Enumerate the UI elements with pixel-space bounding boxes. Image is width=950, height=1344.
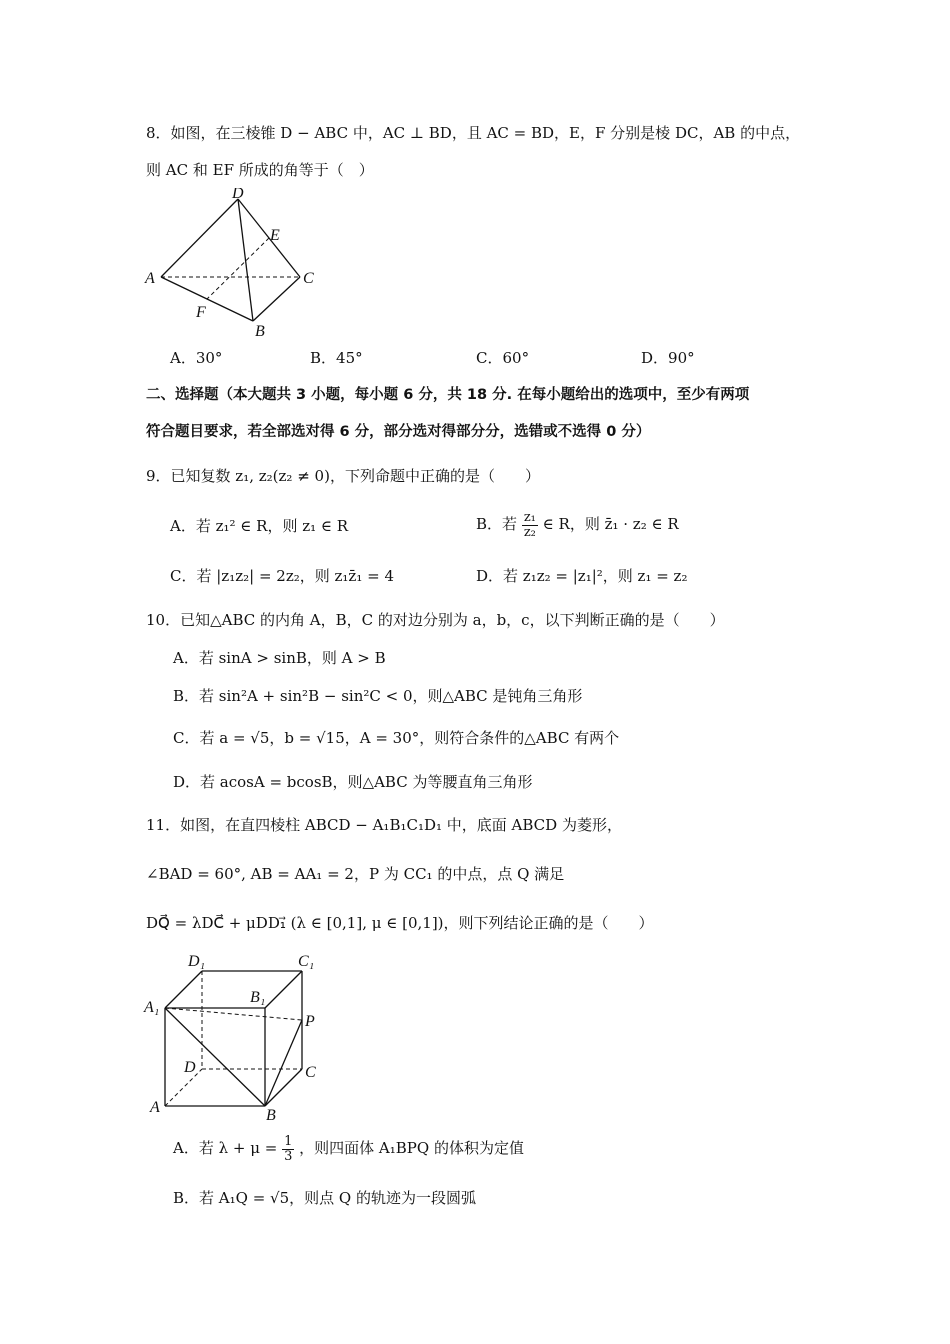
q9-option-b-prefix: B．若 [476, 515, 518, 533]
label-F: F [196, 304, 206, 321]
q9-stem: 9．已知复数 z₁, z₂(z₂ ≠ 0)，下列命题中正确的是（ ） [146, 467, 540, 485]
q10-option-d: D．若 acosA = bcosB，则△ABC 为等腰直角三角形 [173, 773, 533, 791]
q9-option-b-denominator: z₂ [523, 524, 536, 540]
label-D1: D₁ [188, 953, 206, 970]
q9-option-b-suffix: ∈ R，则 z̄₁ · z₂ ∈ R [542, 515, 679, 533]
q11-option-a [173, 1126, 524, 1170]
q9-option-c: C．若 |z₁z₂| = 2z₂，则 z₁z̄₁ = 4 [170, 567, 394, 585]
q8-stem-line2: 则 AC 和 EF 所成的角等于（ ） [146, 161, 374, 179]
q8-stem-line1: 8．如图，在三棱锥 D − ABC 中，AC ⊥ BD，且 AC = BD，E，F 分别是棱 DC，AB 的中点， [146, 124, 801, 142]
q9-option-b [476, 502, 679, 546]
q11-option-a-numerator: 1 [284, 1133, 293, 1149]
q8-option-d: D．90° [641, 349, 695, 367]
edge-BC [253, 277, 300, 321]
q10-option-b: B．若 sin²A + sin²B − sin²C < 0，则△ABC 是钝角三角形 [173, 687, 583, 705]
label-A: A [150, 1099, 160, 1116]
q11-option-a-suffix: ，则四面体 A₁BPQ 的体积为定值 [299, 1139, 524, 1157]
q9-option-d: D．若 z₁z₂ = |z₁|²，则 z₁ = z₂ [476, 567, 688, 585]
prism-figure [140, 950, 340, 1122]
label-C1: C₁ [298, 953, 315, 970]
q10-option-c: C．若 a = √5，b = √15，A = 30°，则符合条件的△ABC 有两个 [173, 729, 620, 747]
label-B1: B₁ [250, 989, 266, 1006]
label-B: B [255, 323, 265, 340]
edge-DA [161, 199, 238, 277]
label-C: C [303, 270, 314, 287]
q11-stem-line2: ∠BAD = 60°, AB = AA₁ = 2，P 为 CC₁ 的中点，点 Q 满足 [146, 865, 565, 883]
tetrahedron-figure [140, 188, 330, 340]
label-A: A [145, 270, 155, 287]
q10-stem: 10．已知△ABC 的内角 A，B，C 的对边分别为 a，b，c，以下判断正确的是（ ） [146, 611, 725, 629]
label-D: D [232, 188, 244, 202]
q8-option-c: C．60° [476, 349, 530, 367]
label-C: C [305, 1064, 316, 1081]
q11-option-a-denominator: 3 [284, 1148, 293, 1164]
q11-option-a-fraction [282, 1135, 294, 1164]
label-A1: A₁ [144, 999, 160, 1016]
edge-DB [238, 199, 253, 321]
q8-option-a: A．30° [170, 349, 223, 367]
q11-option-b: B．若 A₁Q = √5，则点 Q 的轨迹为一段圆弧 [173, 1189, 476, 1207]
q11-stem-line1: 11．如图，在直四棱柱 ABCD − A₁B₁C₁D₁ 中，底面 ABCD 为菱形， [146, 816, 622, 834]
section2-heading-line1: 二、选择题（本大题共 3 小题，每小题 6 分，共 18 分. 在每小题给出的选项中，至少有两项 [146, 387, 750, 403]
label-P: P [305, 1013, 315, 1030]
q8-option-b: B．45° [310, 349, 363, 367]
q11-option-a-prefix: A．若 λ + μ = [173, 1139, 278, 1157]
q9-option-a: A．若 z₁² ∈ R，则 z₁ ∈ R [170, 517, 349, 535]
segment-EF-hidden [207, 238, 269, 299]
section2-heading-line2: 符合题目要求，若全部选对得 6 分，部分选对得部分分，选错或不选得 0 分） [146, 424, 651, 440]
q10-option-a: A．若 sinA > sinB，则 A > B [173, 649, 386, 667]
label-E: E [270, 227, 280, 244]
q9-option-b-fraction [522, 511, 538, 540]
label-D: D [184, 1059, 196, 1076]
label-B: B [266, 1107, 276, 1122]
q9-option-b-numerator: z₁ [523, 509, 536, 525]
q11-stem-line3: DQ⃗ = λDC⃗ + μDD₁⃗ (λ ∈ [0,1], μ ∈ [0,1])，则下列结论正确的是（ ） [146, 914, 654, 932]
